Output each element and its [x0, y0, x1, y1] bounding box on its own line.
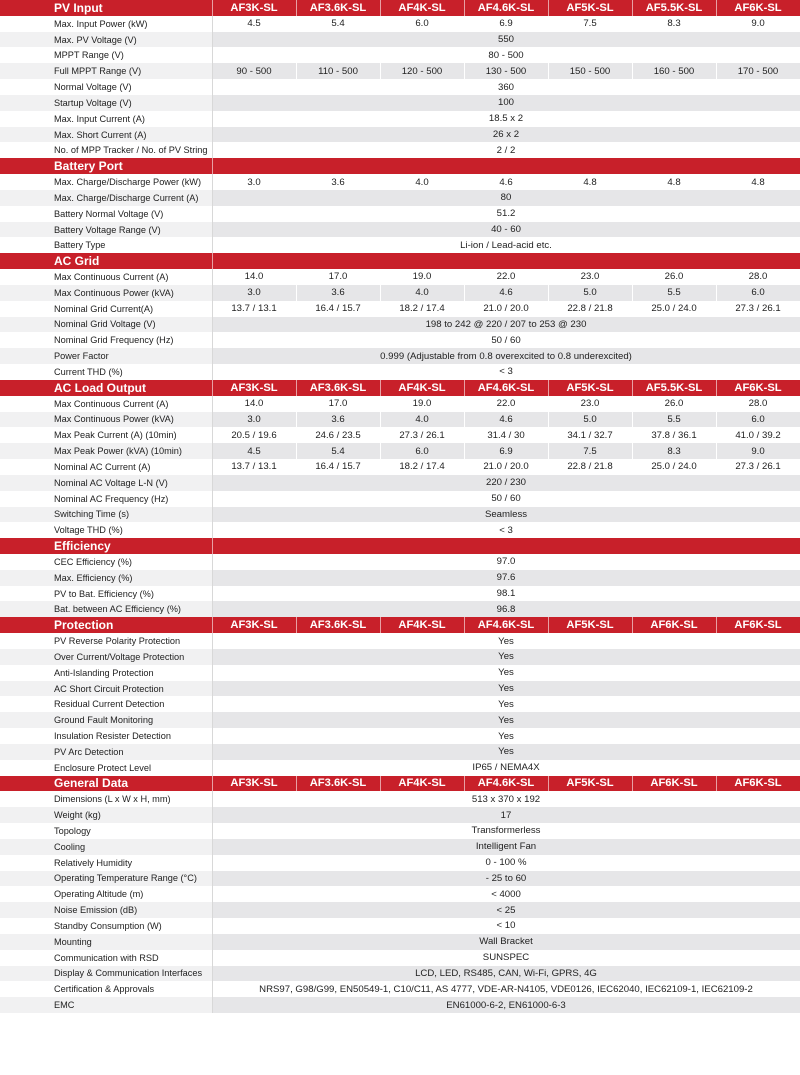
spec-value: 6.9 [464, 16, 548, 32]
spec-value-all-models: 0.999 (Adjustable from 0.8 overexcited to 0.8 underexcited) [212, 348, 800, 364]
section-title: Efficiency [0, 538, 212, 554]
spec-value: 3.6 [296, 412, 380, 428]
model-column-header: AF5K-SL [548, 0, 632, 16]
model-column-header: AF3K-SL [212, 380, 296, 396]
spec-value: 14.0 [212, 269, 296, 285]
spec-row [0, 554, 800, 570]
spec-label: Topology [0, 823, 212, 839]
spec-value: 5.5 [632, 285, 716, 301]
spec-row [0, 396, 800, 412]
spec-value: 18.2 / 17.4 [380, 459, 464, 475]
spec-value: 4.6 [464, 285, 548, 301]
model-column-header: AF4K-SL [380, 617, 464, 633]
spec-value: 7.5 [548, 16, 632, 32]
spec-value: 6.0 [380, 16, 464, 32]
spec-value: 6.0 [716, 285, 800, 301]
spec-row [0, 522, 800, 538]
spec-row [0, 364, 800, 380]
spec-row [0, 47, 800, 63]
spec-row [0, 301, 800, 317]
spec-label: Voltage THD (%) [0, 522, 212, 538]
spec-value-all-models: 80 [212, 190, 800, 206]
spec-label: AC Short Circuit Protection [0, 681, 212, 697]
spec-label: Max Continuous Power (kVA) [0, 285, 212, 301]
model-column-header: AF5K-SL [548, 617, 632, 633]
spec-value: 4.8 [632, 174, 716, 190]
model-column-header: AF4.6K-SL [464, 617, 548, 633]
spec-label: Noise Emission (dB) [0, 902, 212, 918]
spec-row [0, 222, 800, 238]
spec-label: Max Peak Current (A) (10min) [0, 427, 212, 443]
spec-value: 5.4 [296, 16, 380, 32]
spec-value: 28.0 [716, 396, 800, 412]
spec-value-all-models: NRS97, G98/G99, EN50549-1, C10/C11, AS 4777, VDE-AR-N4105, VDE0126, IEC62040, IEC62109-1, IEC62109-2 [212, 981, 800, 997]
model-column-header: AF3.6K-SL [296, 776, 380, 792]
spec-value: 21.0 / 20.0 [464, 459, 548, 475]
spec-row [0, 507, 800, 523]
spec-label: Switching Time (s) [0, 507, 212, 523]
spec-value: 19.0 [380, 396, 464, 412]
model-column-header: AF5.5K-SL [632, 0, 716, 16]
spec-value-all-models: Yes [212, 696, 800, 712]
spec-value-all-models: EN61000-6-2, EN61000-6-3 [212, 997, 800, 1013]
spec-value: 13.7 / 13.1 [212, 301, 296, 317]
spec-row [0, 269, 800, 285]
model-column-header: AF3K-SL [212, 617, 296, 633]
spec-value-all-models: < 3 [212, 364, 800, 380]
spec-value-all-models: 550 [212, 32, 800, 48]
spec-value: 170 - 500 [716, 63, 800, 79]
spec-row [0, 174, 800, 190]
model-column-header: AF3K-SL [212, 776, 296, 792]
spec-label: Normal Voltage (V) [0, 79, 212, 95]
spec-value-all-models: 51.2 [212, 206, 800, 222]
spec-value: 4.5 [212, 443, 296, 459]
spec-label: Operating Altitude (m) [0, 886, 212, 902]
spec-value-all-models: 2 / 2 [212, 142, 800, 158]
model-column-header: AF6K-SL [716, 617, 800, 633]
spec-value: 27.3 / 26.1 [380, 427, 464, 443]
spec-label: Weight (kg) [0, 807, 212, 823]
spec-label: Battery Type [0, 237, 212, 253]
spec-value: 19.0 [380, 269, 464, 285]
spec-label: Max. Input Power (kW) [0, 16, 212, 32]
spec-row [0, 839, 800, 855]
spec-label: PV to Bat. Efficiency (%) [0, 586, 212, 602]
spec-label: Residual Current Detection [0, 696, 212, 712]
spec-row [0, 823, 800, 839]
spec-value-all-models: LCD, LED, RS485, CAN, Wi-Fi, GPRS, 4G [212, 966, 800, 982]
spec-row [0, 696, 800, 712]
spec-value: 27.3 / 26.1 [716, 301, 800, 317]
spec-value: 31.4 / 30 [464, 427, 548, 443]
spec-value: 5.4 [296, 443, 380, 459]
spec-value: 4.8 [548, 174, 632, 190]
spec-label: Operating Temperature Range (°C) [0, 871, 212, 887]
model-column-header: AF4.6K-SL [464, 776, 548, 792]
spec-row [0, 665, 800, 681]
spec-label: Mounting [0, 934, 212, 950]
spec-value-all-models: Wall Bracket [212, 934, 800, 950]
section-title: AC Load Output [0, 380, 212, 396]
spec-value-all-models: 50 / 60 [212, 332, 800, 348]
spec-label: Nominal AC Voltage L-N (V) [0, 475, 212, 491]
spec-value: 20.5 / 19.6 [212, 427, 296, 443]
spec-value: 25.0 / 24.0 [632, 301, 716, 317]
spec-value: 150 - 500 [548, 63, 632, 79]
model-column-header: AF6K-SL [716, 776, 800, 792]
section-header-protection [0, 617, 800, 633]
spec-value: 4.6 [464, 174, 548, 190]
spec-label: Enclosure Protect Level [0, 760, 212, 776]
spec-label: CEC Efficiency (%) [0, 554, 212, 570]
spec-label: Display & Communication Interfaces [0, 966, 212, 982]
spec-value-all-models: 26 x 2 [212, 127, 800, 143]
spec-value: 4.6 [464, 412, 548, 428]
spec-value-all-models: Yes [212, 681, 800, 697]
spec-value: 26.0 [632, 396, 716, 412]
spec-row [0, 412, 800, 428]
spec-label: Nominal AC Frequency (Hz) [0, 491, 212, 507]
spec-value-all-models: Yes [212, 744, 800, 760]
spec-value: 4.0 [380, 285, 464, 301]
model-column-header: AF3.6K-SL [296, 380, 380, 396]
spec-row [0, 491, 800, 507]
spec-value: 160 - 500 [632, 63, 716, 79]
spec-label: Anti-Islanding Protection [0, 665, 212, 681]
spec-value: 3.0 [212, 285, 296, 301]
model-column-header: AF4.6K-SL [464, 0, 548, 16]
spec-row [0, 206, 800, 222]
model-column-header: AF3.6K-SL [296, 617, 380, 633]
model-column-header: AF4K-SL [380, 0, 464, 16]
spec-label: Battery Normal Voltage (V) [0, 206, 212, 222]
spec-value-all-models: 80 - 500 [212, 47, 800, 63]
section-title: Battery Port [0, 158, 212, 174]
spec-row [0, 855, 800, 871]
spec-label: Startup Voltage (V) [0, 95, 212, 111]
spec-value-all-models: 40 - 60 [212, 222, 800, 238]
model-column-header: AF5K-SL [548, 776, 632, 792]
spec-label: Max. PV Voltage (V) [0, 32, 212, 48]
spec-value: 22.8 / 21.8 [548, 301, 632, 317]
spec-row [0, 142, 800, 158]
model-column-header: AF3K-SL [212, 0, 296, 16]
spec-label: Over Current/Voltage Protection [0, 649, 212, 665]
spec-label: Bat. between AC Efficiency (%) [0, 601, 212, 617]
model-column-header: AF6K-SL [716, 0, 800, 16]
spec-label: No. of MPP Tracker / No. of PV String [0, 142, 212, 158]
spec-value: 3.0 [212, 174, 296, 190]
section-header-fill [212, 158, 800, 174]
spec-label: Nominal Grid Current(A) [0, 301, 212, 317]
spec-value: 23.0 [548, 269, 632, 285]
spec-value: 37.8 / 36.1 [632, 427, 716, 443]
spec-row [0, 997, 800, 1013]
spec-row [0, 981, 800, 997]
spec-value: 5.5 [632, 412, 716, 428]
spec-value: 16.4 / 15.7 [296, 301, 380, 317]
spec-value-all-models: 50 / 60 [212, 491, 800, 507]
spec-row [0, 317, 800, 333]
spec-value: 41.0 / 39.2 [716, 427, 800, 443]
spec-value: 7.5 [548, 443, 632, 459]
spec-row [0, 902, 800, 918]
spec-value: 14.0 [212, 396, 296, 412]
spec-value: 8.3 [632, 443, 716, 459]
spec-value: 21.0 / 20.0 [464, 301, 548, 317]
spec-value: 13.7 / 13.1 [212, 459, 296, 475]
section-header-general-data [0, 776, 800, 792]
spec-row [0, 586, 800, 602]
model-column-header: AF4K-SL [380, 776, 464, 792]
spec-row [0, 332, 800, 348]
spec-value-all-models: - 25 to 60 [212, 871, 800, 887]
spec-row [0, 32, 800, 48]
spec-row [0, 966, 800, 982]
spec-row [0, 649, 800, 665]
spec-row [0, 791, 800, 807]
spec-value: 27.3 / 26.1 [716, 459, 800, 475]
spec-row [0, 190, 800, 206]
spec-label: MPPT Range (V) [0, 47, 212, 63]
spec-value-all-models: 0 - 100 % [212, 855, 800, 871]
section-header-ac-load-output [0, 380, 800, 396]
spec-value: 22.8 / 21.8 [548, 459, 632, 475]
section-title: Protection [0, 617, 212, 633]
spec-value-all-models: 220 / 230 [212, 475, 800, 491]
spec-value: 4.8 [716, 174, 800, 190]
spec-label: Nominal Grid Frequency (Hz) [0, 332, 212, 348]
model-column-header: AF6K-SL [632, 776, 716, 792]
section-header-efficiency [0, 538, 800, 554]
spec-label: PV Reverse Polarity Protection [0, 633, 212, 649]
spec-value: 4.5 [212, 16, 296, 32]
spec-label: Max. Charge/Discharge Power (kW) [0, 174, 212, 190]
spec-value-all-models: Seamless [212, 507, 800, 523]
spec-value-all-models: 18.5 x 2 [212, 111, 800, 127]
model-column-header: AF6K-SL [632, 617, 716, 633]
spec-row [0, 570, 800, 586]
spec-label: Standby Consumption (W) [0, 918, 212, 934]
spec-label: Full MPPT Range (V) [0, 63, 212, 79]
section-title: General Data [0, 776, 212, 792]
spec-value: 4.0 [380, 174, 464, 190]
spec-value: 90 - 500 [212, 63, 296, 79]
spec-label: Insulation Resister Detection [0, 728, 212, 744]
spec-label: Ground Fault Monitoring [0, 712, 212, 728]
spec-label: Dimensions (L x W x H, mm) [0, 791, 212, 807]
spec-label: Certification & Approvals [0, 981, 212, 997]
spec-value: 24.6 / 23.5 [296, 427, 380, 443]
spec-value: 23.0 [548, 396, 632, 412]
spec-row [0, 744, 800, 760]
spec-value: 130 - 500 [464, 63, 548, 79]
spec-label: Max Continuous Current (A) [0, 396, 212, 412]
spec-label: Max. Input Current (A) [0, 111, 212, 127]
spec-value-all-models: 360 [212, 79, 800, 95]
spec-value-all-models: < 10 [212, 918, 800, 934]
spec-row [0, 127, 800, 143]
spec-value: 3.6 [296, 285, 380, 301]
spec-value-all-models: Yes [212, 728, 800, 744]
spec-row [0, 16, 800, 32]
spec-value-all-models: Yes [212, 633, 800, 649]
section-header-fill [212, 253, 800, 269]
spec-row [0, 601, 800, 617]
section-header-ac-grid [0, 253, 800, 269]
spec-label: Cooling [0, 839, 212, 855]
spec-row [0, 728, 800, 744]
spec-row [0, 871, 800, 887]
spec-row [0, 712, 800, 728]
spec-value-all-models: Li-ion / Lead-acid etc. [212, 237, 800, 253]
spec-value: 28.0 [716, 269, 800, 285]
spec-row [0, 111, 800, 127]
section-title: AC Grid [0, 253, 212, 269]
spec-value-all-models: 198 to 242 @ 220 / 207 to 253 @ 230 [212, 317, 800, 333]
spec-value-all-models: Transformerless [212, 823, 800, 839]
spec-value-all-models: SUNSPEC [212, 950, 800, 966]
model-column-header: AF4.6K-SL [464, 380, 548, 396]
spec-row [0, 63, 800, 79]
spec-value: 5.0 [548, 285, 632, 301]
spec-row [0, 934, 800, 950]
spec-value: 6.0 [716, 412, 800, 428]
spec-value-all-models: 100 [212, 95, 800, 111]
spec-value-all-models: < 3 [212, 522, 800, 538]
spec-label: Battery Voltage Range (V) [0, 222, 212, 238]
spec-row [0, 633, 800, 649]
section-header-pv-input [0, 0, 800, 16]
spec-value: 8.3 [632, 16, 716, 32]
spec-value: 26.0 [632, 269, 716, 285]
spec-value-all-models: < 4000 [212, 886, 800, 902]
spec-row [0, 443, 800, 459]
spec-value: 9.0 [716, 16, 800, 32]
spec-label: PV Arc Detection [0, 744, 212, 760]
spec-value: 16.4 / 15.7 [296, 459, 380, 475]
spec-label: Max. Short Current (A) [0, 127, 212, 143]
spec-value: 22.0 [464, 269, 548, 285]
spec-value-all-models: 97.6 [212, 570, 800, 586]
spec-label: Max Continuous Current (A) [0, 269, 212, 285]
spec-value: 34.1 / 32.7 [548, 427, 632, 443]
spec-label: Max Peak Power (kVA) (10min) [0, 443, 212, 459]
spec-row [0, 237, 800, 253]
model-column-header: AF5.5K-SL [632, 380, 716, 396]
section-header-battery-port [0, 158, 800, 174]
spec-value: 17.0 [296, 269, 380, 285]
spec-label: Max. Charge/Discharge Current (A) [0, 190, 212, 206]
spec-value: 17.0 [296, 396, 380, 412]
spec-value: 22.0 [464, 396, 548, 412]
spec-row [0, 760, 800, 776]
spec-value: 6.0 [380, 443, 464, 459]
spec-value: 120 - 500 [380, 63, 464, 79]
spec-value: 5.0 [548, 412, 632, 428]
spec-row [0, 348, 800, 364]
model-column-header: AF3.6K-SL [296, 0, 380, 16]
spec-label: Communication with RSD [0, 950, 212, 966]
spec-value: 4.0 [380, 412, 464, 428]
spec-label: Nominal AC Current (A) [0, 459, 212, 475]
spec-value: 3.0 [212, 412, 296, 428]
spec-label: Max Continuous Power (kVA) [0, 412, 212, 428]
spec-label: Nominal Grid Voltage (V) [0, 317, 212, 333]
spec-row [0, 475, 800, 491]
spec-row [0, 79, 800, 95]
spec-value-all-models: 96.8 [212, 601, 800, 617]
spec-value: 6.9 [464, 443, 548, 459]
spec-value: 3.6 [296, 174, 380, 190]
spec-row [0, 427, 800, 443]
section-title: PV Input [0, 0, 212, 16]
spec-value-all-models: 98.1 [212, 586, 800, 602]
spec-row [0, 681, 800, 697]
spec-label: EMC [0, 997, 212, 1013]
spec-row [0, 807, 800, 823]
spec-row [0, 918, 800, 934]
spec-value-all-models: Yes [212, 649, 800, 665]
spec-label: Power Factor [0, 348, 212, 364]
spec-row [0, 285, 800, 301]
spec-row [0, 950, 800, 966]
spec-value-all-models: < 25 [212, 902, 800, 918]
spec-label: Current THD (%) [0, 364, 212, 380]
spec-value: 25.0 / 24.0 [632, 459, 716, 475]
spec-row [0, 886, 800, 902]
spec-value-all-models: 513 x 370 x 192 [212, 791, 800, 807]
model-column-header: AF4K-SL [380, 380, 464, 396]
spec-value: 9.0 [716, 443, 800, 459]
spec-value: 110 - 500 [296, 63, 380, 79]
spec-value-all-models: 17 [212, 807, 800, 823]
spec-row [0, 95, 800, 111]
section-header-fill [212, 538, 800, 554]
spec-value-all-models: Yes [212, 665, 800, 681]
model-column-header: AF6K-SL [716, 380, 800, 396]
spec-value: 18.2 / 17.4 [380, 301, 464, 317]
model-column-header: AF5K-SL [548, 380, 632, 396]
spec-value-all-models: Yes [212, 712, 800, 728]
spec-label: Max. Efficiency (%) [0, 570, 212, 586]
spec-value-all-models: Intelligent Fan [212, 839, 800, 855]
spec-row [0, 459, 800, 475]
spec-value-all-models: 97.0 [212, 554, 800, 570]
spec-label: Relatively Humidity [0, 855, 212, 871]
spec-value-all-models: IP65 / NEMA4X [212, 760, 800, 776]
